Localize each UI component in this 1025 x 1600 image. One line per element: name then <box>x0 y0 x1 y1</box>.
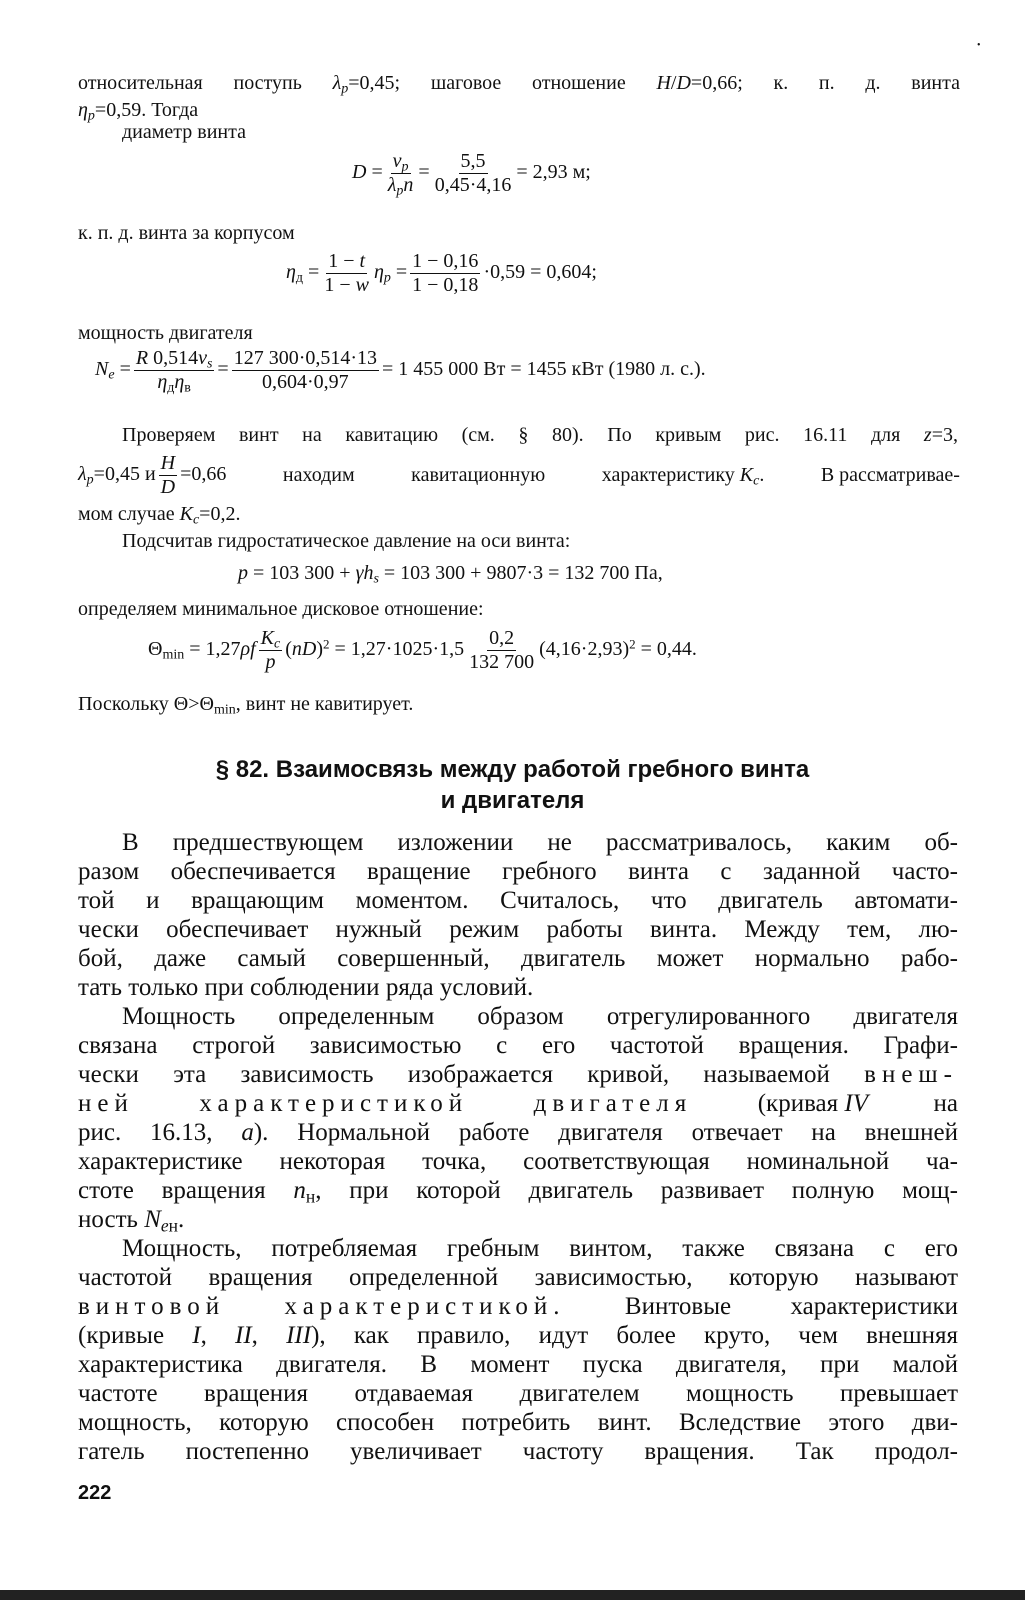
section-title-line-2: и двигателя <box>440 787 585 814</box>
equation-power: $N_e$ = $\frac{R 0,514v_s}{\eta_д\eta_в}$ = $\frac{127 300\cdot 0,514\cdot 13}{0,604\cdot 0,97}$ = 1 455 000 Вт = 1455 кВт (1980 л. с.). <box>95 347 706 396</box>
para2-line-4: ней характеристикой двигателя (кривая IV на <box>78 1090 958 1117</box>
para1-line-1: В предшествующем изложении не рассматривалось, каким об- <box>122 829 958 856</box>
para1-line-3: той и вращающим моментом. Считалось, что двигатель автомати- <box>78 887 958 914</box>
section-title-line-1: § 82. Взаимосвязь между работой гребного винта <box>215 756 810 783</box>
para3-line-2: частотой вращения определенной зависимостью, которую называют <box>78 1264 958 1291</box>
para3-line-8: гатель постепенно увеличивает частоту вращения. Так продол- <box>78 1438 958 1465</box>
page-number: 222 <box>78 1482 112 1504</box>
para1-line-5: бой, даже самый совершенный, двигатель может нормально рабо- <box>78 945 958 972</box>
diameter-label: диаметр винта <box>122 121 246 143</box>
para1-line-6: тать только при соблюдении ряда условий. <box>78 974 534 1001</box>
power-label: мощность двигателя <box>78 322 253 344</box>
cavitation-line-1: Проверяем винт на кавитацию (см. § 80). По кривым рис. 16.11 для z=3, <box>122 424 958 446</box>
cavitation-line-2: $\lambda_p=0,45$ и $\frac{H}{D}$ =0,66 находим кавитационную характеристику $K_c$. В рассматривае- <box>78 452 960 498</box>
para3-line-6: частоте вращения отдаваемая двигателем мощность превышает <box>78 1380 958 1407</box>
equation-theta: $\Theta_{min} = 1,27\rho f$ $\frac{K_c}{p}$ (nD)$^2$ = 1,27·1025·1,5 $\frac{0,2}{132 700}$ $(4,16\cdot 2,93)^2 = 0,44$. <box>148 627 697 673</box>
intro-line-2: $\eta_p=0,59$. Тогда <box>78 99 199 124</box>
scan-edge-line <box>0 1590 1025 1600</box>
para2-line-8: ность $N_{eн}$. <box>78 1206 185 1236</box>
para2-line-5: рис. 16.13, а). Нормальной работе двигателя отвечает на внешней <box>78 1119 958 1146</box>
conclusion-line: Поскольку $\Theta>\Theta_{min}$, винт не кавитирует. <box>78 693 414 718</box>
cavitation-line-3: мом случае $K_c=0,2$. <box>78 503 241 528</box>
para2-line-3: чески эта зависимость изображается кривой, называемой внеш- <box>78 1061 958 1088</box>
para3-line-4: (кривые I, II, III), как правило, идут более круто, чем внешняя <box>78 1322 958 1349</box>
para2-line-6: характеристике некоторая точка, соответствующая номинальной ча- <box>78 1148 958 1175</box>
para3-line-5: характеристика двигателя. В момент пуска двигателя, при малой <box>78 1351 958 1378</box>
min-ratio-label: определяем минимальное дисковое отношение: <box>78 598 484 620</box>
speck-mark: • <box>977 40 981 51</box>
hydrostatic-line: Подсчитав гидростатическое давление на оси винта: <box>122 530 571 552</box>
para3-line-3: винтовой характеристикой. Винтовые характеристики <box>78 1293 958 1320</box>
equation-pressure: p = 103 $300 + \gamma h_s = 103$ 300 + 9807·3 = 132 700 Па, <box>238 562 663 587</box>
para1-line-4: чески обеспечивает нужный режим работы винта. Между тем, лю- <box>78 916 958 943</box>
para1-line-2: разом обеспечивается вращение гребного винта с заданной часто- <box>78 858 958 885</box>
para3-line-1: Мощность, потребляемая гребным винтом, также связана с его <box>122 1235 958 1262</box>
para2-line-7: стоте вращения $n_н$, при которой двигатель развивает полную мощ- <box>78 1177 958 1207</box>
para3-line-7: мощность, которую способен потребить винт. Вследствие этого дви- <box>78 1409 958 1436</box>
para2-line-2: связана строгой зависимостью с его частотой вращения. Графи- <box>78 1032 958 1059</box>
intro-line-1: относительная поступь $\lambda_p=0,45$; шаговое отношение H/D=0,66; к. п. д. винта <box>78 72 960 97</box>
equation-diameter: D = $\frac{v_p}{\lambda_pn}$ = $\frac{5,5}{0,45\cdot 4,16}$ = 2,93 м; <box>352 150 591 199</box>
para2-line-1: Мощность определенным образом отрегулированного двигателя <box>122 1003 958 1030</box>
efficiency-label: к. п. д. винта за корпусом <box>78 222 295 244</box>
equation-efficiency: $\eta_д$ = $\frac{1 - t}{1 - w}$ $\eta_p$ = $\frac{1 - 0,16}{1 - 0,18}$ ·0,59 = 0,604; <box>286 250 597 296</box>
